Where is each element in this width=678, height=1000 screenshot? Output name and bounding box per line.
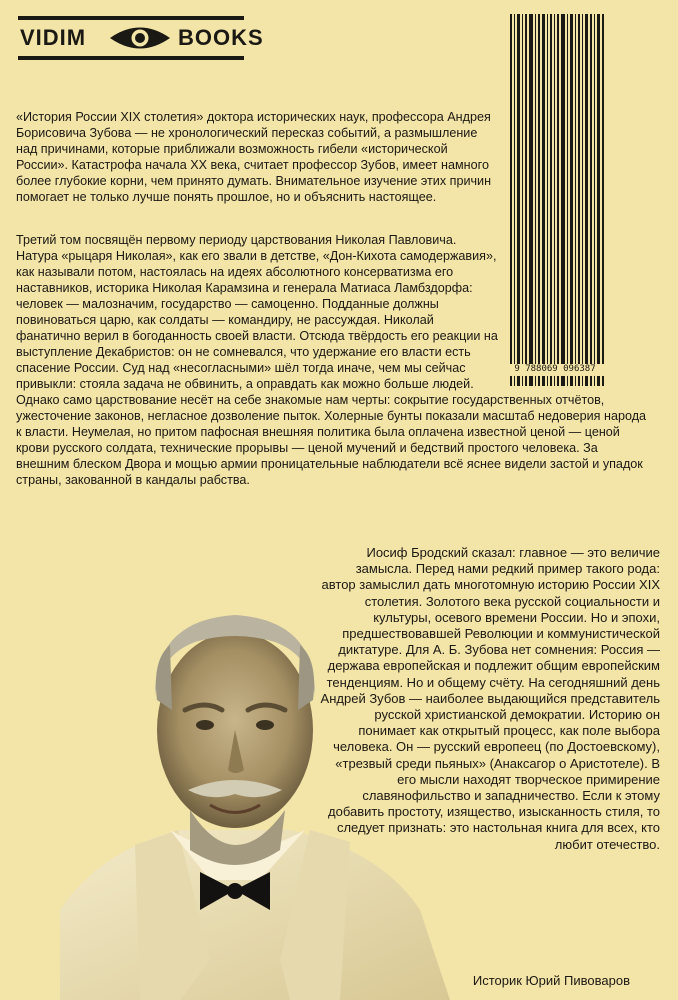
logo-bottom-rule [18,56,244,60]
review-author: Историк Юрий Пивоваров [472,973,630,988]
logo-word-right: BOOKS [178,25,264,50]
eye-icon [108,23,172,53]
volume-paragraph: Третий том посвящён первому периоду царствования Николая Павловича. Натура «рыцаря Николая», как его звали в детстве, «Дон-Кихота самодержавия», как называли потом, настоялась на идеях абсолютного консерватизма его наставников, историка Николая Карамзина и генерала Матиаса Ламбздорфа: человек — малозначим, государство — самоценно. Подданные должны повиноваться царю, как солдаты — командиру, не рассуждая. Николай фанатично верил в богоданность своей власти. Отсюда твёрдость его реакции на выступление Декабристов: он не сомневался, что удержание его власти есть спасение России. Суд над «несогласными» шёл тогда иначе, чем мы сейчас привыкли: стояла задача не обвинить, а оправдать как можно больше людей. [16,233,498,391]
barcode [510,14,606,386]
intro-paragraph: «История России XIX столетия» доктора исторических наук, профессора Андрея Борисовича Зубова — не хронологический пересказ событий, а размышление над причинами, которые приближали возможность гибели «исторической России». Катастрофа начала XX века, считает профессор Зубов, имеет намного более глубокие корни, чем принято думать. Внимательное изучение этих причин помогает не только лучше понять прошлое, но и объяснить настоящее. [16,110,492,204]
isbn-number: 9 788069 096387 [488,364,622,376]
volume-paragraph-continued: Однако само царствование несёт на себе знакомые нам черты: сокрытие государственных отчётов, ужесточение законов, негласное дозволение пыток. Холерные бунты показали масштаб недоверия народа к власти. Неумелая, но притом пафосная внешняя политика была оплачена известной ценой — ценой крови русского солдата, технические прорывы — ценой мучений и бедствий простого человека. За внешним блеском Двора и мощью армии проницательные наблюдатели всё яснее видели застой и упадок страны, закованной в кандалы рабства. [16,393,647,487]
logo-word-left: VIDIM [20,25,87,50]
publisher-logo [18,16,264,62]
review-quote-block [320,545,660,853]
logo-top-rule [18,16,244,20]
review-quote: Иосиф Бродский сказал: главное — это величие замысла. Перед нами редкий пример такого рода: автор замыслил дать многотомную историю России XIX столетия. Золотого века русской социальности и культуры, осевого времени России. Но и эпохи, предшествовавшей Революции и коммунистической диктатуре. Для А. Б. Зубова нет сомнения: Россия — держава европейская и подлежит общим европейским тенденциям. Но и общему счёту. На сегодняшний день Андрей Зубов — наиболее выдающийся представитель русской христианской демократии. Историю он понимает как открытый процесс, как поле выбора человека. Он — русский европеец (по Достоевскому), «трезвый среди пьяных» (Анаксагор о Аристотеле). В его мысли находят творческое примирение славянофильство и западничество. Если к этому добавить простоту, изящество, изысканность стиля, то следует признать: это настольная книга для всех, кто любит отечество. [320,545,660,852]
